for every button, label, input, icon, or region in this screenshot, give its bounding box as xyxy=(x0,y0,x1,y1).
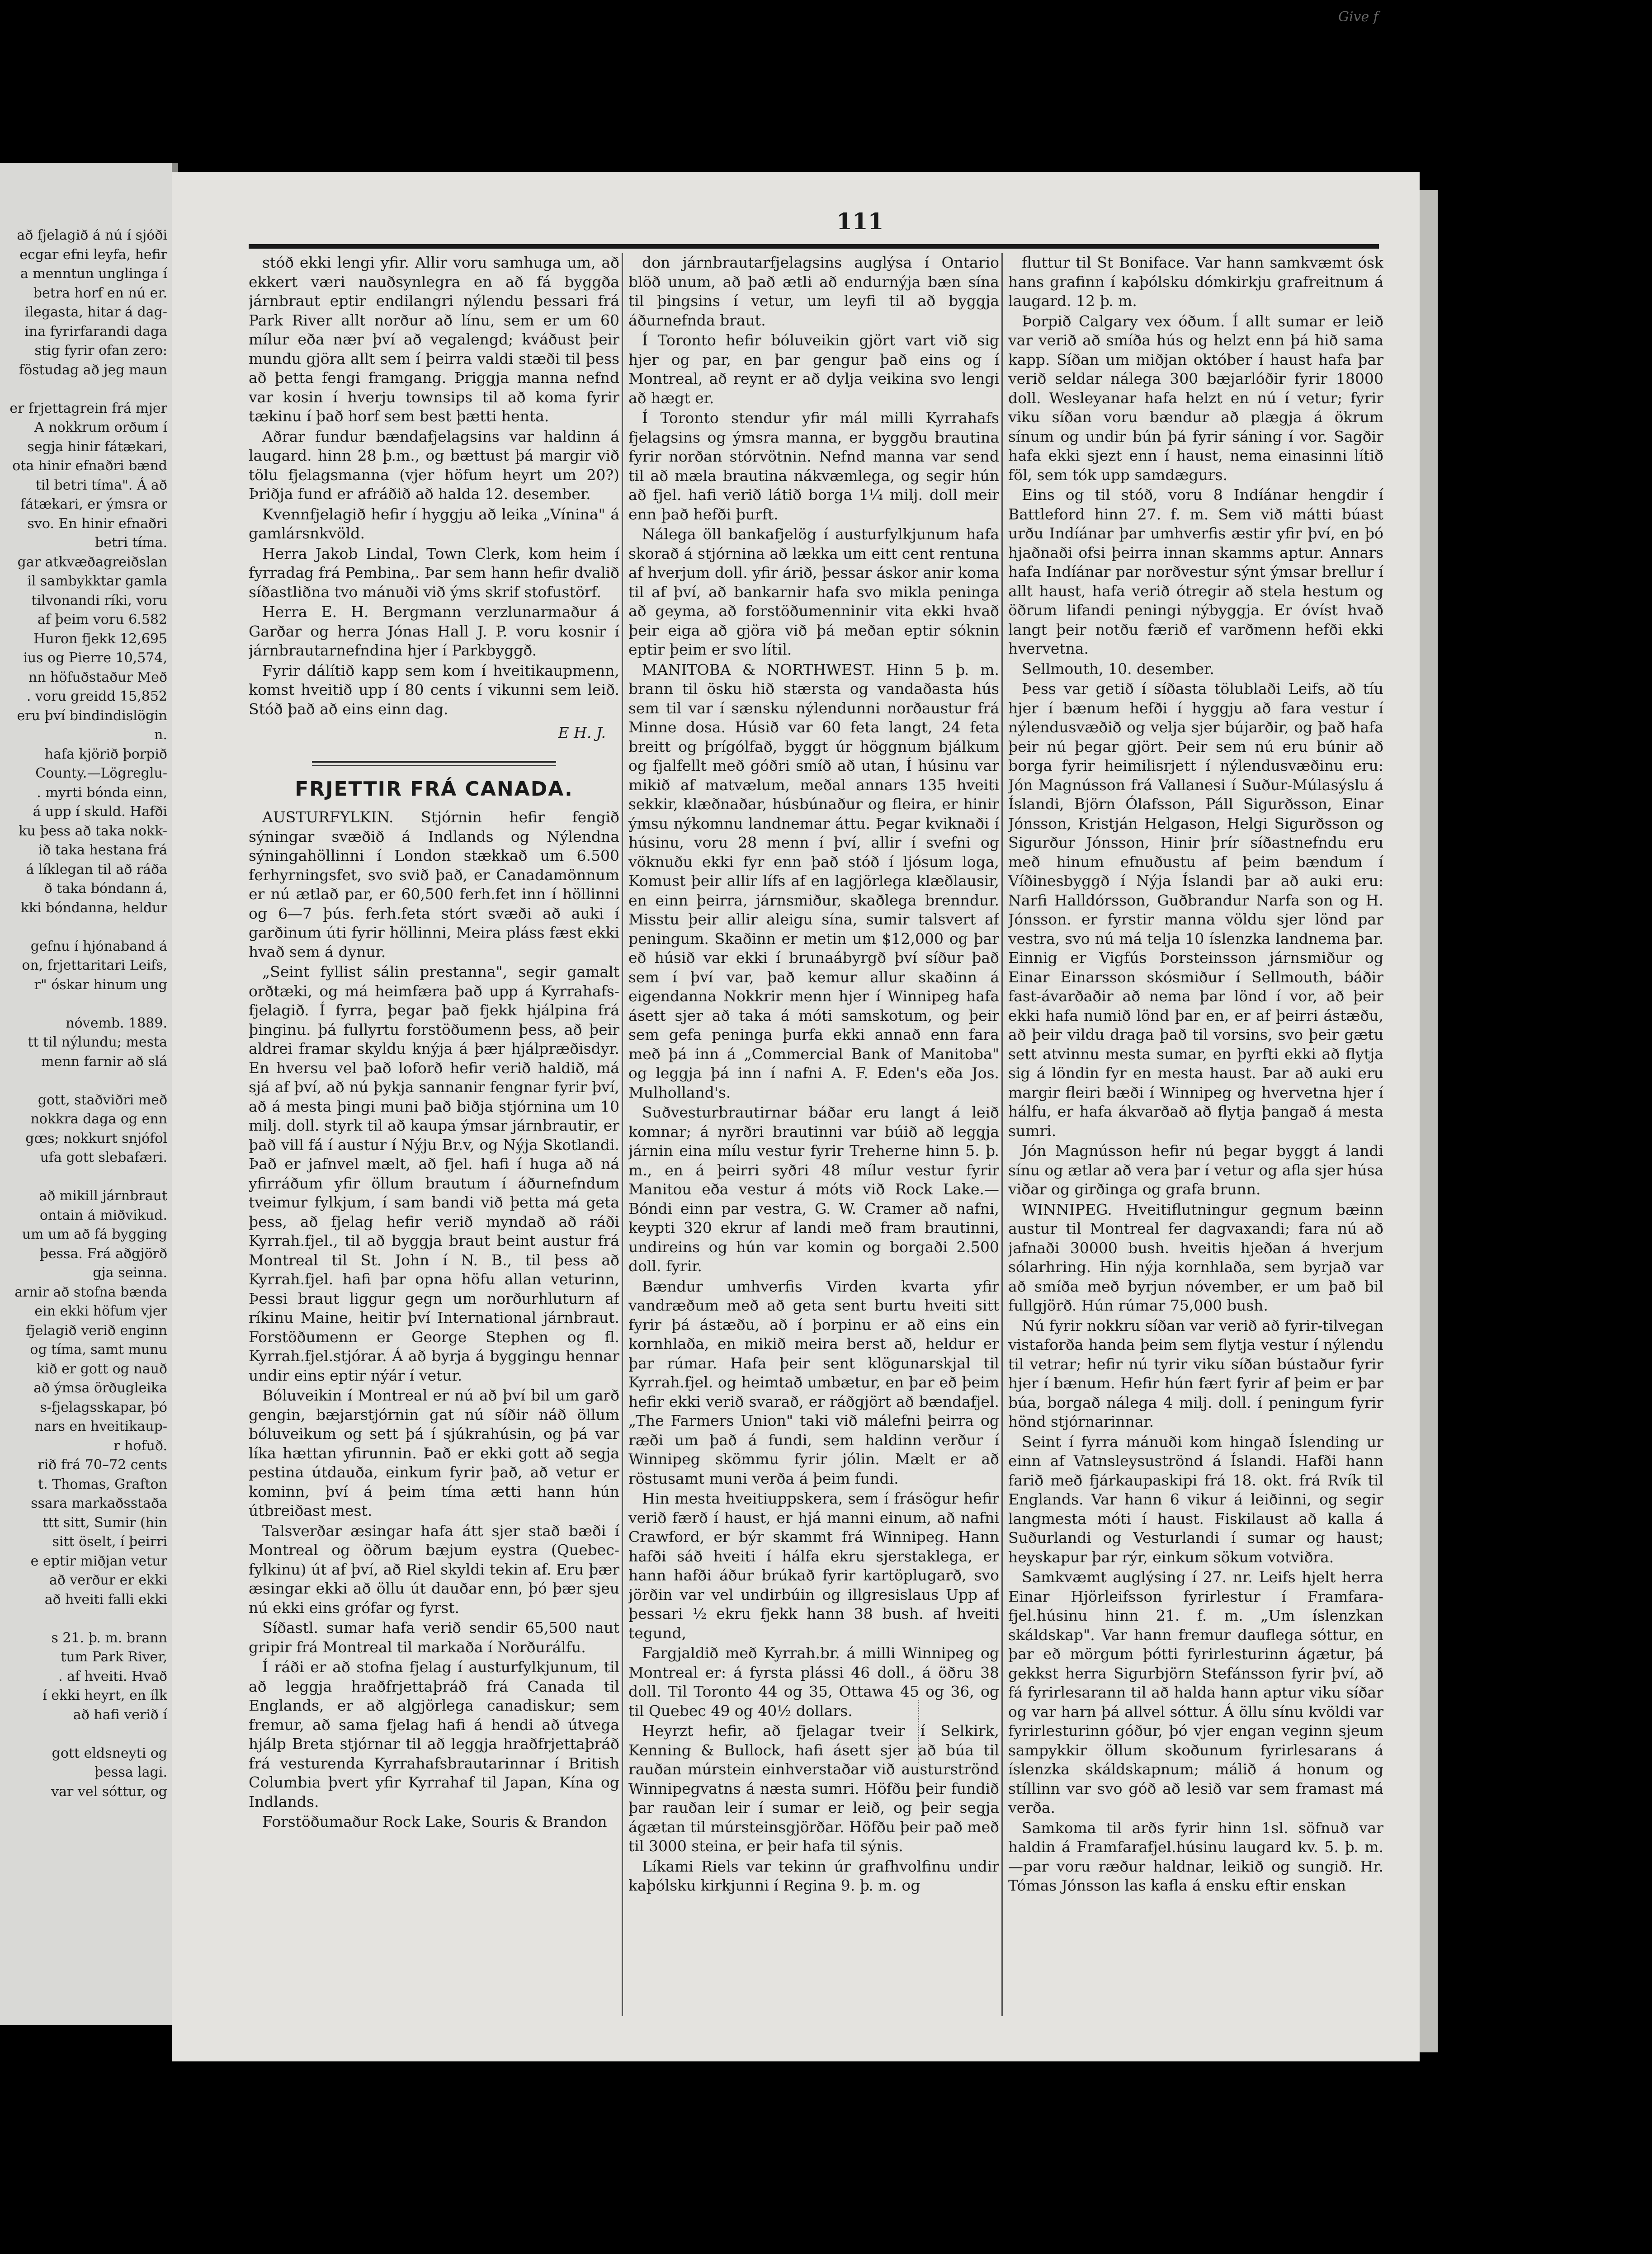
article-paragraph: MANITOBA & NORTHWEST. Hinn 5 þ. m. brann til ösku hið stærsta og vandaðasta hús sem til var í sænsku nýlendunni norðaustur frá Minne dosa. Húsið var 60 feta langt, 24 feta breitt og þrígólfað, byggt úr höggnum bjálkum og fjalfellt með góðri smíð að utan, Í húsinu var mikið af matvælum, meðal annars 135 hveiti sekkir, klæðnaðar, húsbúnaður og fleira, er hinir ýmsu nýkomnu landnemar áttu. Þegar kviknaði í húsinu, voru 28 menn í því, allir í svefni og vöknuðu ekki fyr enn það stóð í ljósum loga, Komust þeir allir lífs af en lagjörlega klæðlausir, en einn þeirra, járnsmiður, skaðlega brenndur. Misstu þeir allir aleigu sína, sumir talsvert af peningum. Skaðinn er metin um $12,000 og þar eð húsið var ekki í brunaábyrgð því síður það sem í því var, það kemur allur skaðinn á eigendanna Nokkrir menn hjer í Winnipeg hafa ásett sjer að taka á móti samskotum, og þeir sem gefa peninga þurfa ekki annað enn fara með þá inn á „Commercial Bank of Manitoba" og leggja þá inn í nafni A. F. Eden's eða Jos. Mulholland's. xyxy=(628,660,999,1101)
article-paragraph: Samkoma til arðs fyrir hinn 1sl. söfnuð var haldin á Framfarafjel.húsinu laugard kv. 5. þ. m.—par voru ræður haldnar, leikið og sungið. Hr. Tómas Jónsson las kafla á ensku eftir enskan xyxy=(1008,1819,1383,1894)
fragment-line: tilvonandi ríki, voru xyxy=(31,592,167,608)
article-paragraph: Sellmouth, 10. desember. xyxy=(1022,660,1214,678)
fragment-line: r" óskar hinum ung xyxy=(34,976,167,993)
article-paragraph: WINNIPEG. Hveitiflutningur gegnum bæinn austur til Montreal fer dagvaxandi; fara nú að jafnaði 30000 bush. hveitis hjeðan á hverjum sólarhring. Hin nýja kornhlaða, sem byrjað var að smíða með byrjun nóvember, er um það bil fullgjörð. Hún rúmar 75,000 bush. xyxy=(1008,1200,1383,1314)
fragment-line: on, frjettaritari Leifs, xyxy=(22,957,167,973)
fragment-line: að hafi verið í xyxy=(73,1707,167,1723)
article-paragraph: Líkami Riels var tekinn úr grafhvolfinu undir kaþólsku kirkjunni í Regina 9. þ. m. og xyxy=(628,1857,999,1894)
fragment-line: . voru greidd 15,852 xyxy=(26,688,167,704)
fragment-line: gott, staðviðri með xyxy=(38,1092,167,1108)
fragment-line xyxy=(0,1725,167,1744)
fragment-line: gœs; nokkurt snjófol xyxy=(25,1130,167,1146)
newspaper-page xyxy=(172,172,1420,2061)
handwritten-note: Give f xyxy=(1338,9,1378,25)
article-paragraph: Þorpið Calgary vex óðum. Í allt sumar er leið var verið að smíða hús og helzt enn þá hið sama kapp. Síðan um miðjan október í haust hafa þar verið seldar nálega 300 bæjarlóðir fyrir 18000 doll. Wesleyanar hafa helzt en nú í vetur; fyrir viku síðan voru bændur að plægja á ökrum sínum og undir bún þá fyrir sáning í vor. Sagðir hafa ekki sjezt enn í haust, nema einasinni lítið föl, sem tók upp samdægurs. xyxy=(1008,312,1383,484)
fragment-line xyxy=(0,995,167,1014)
article-paragraph: Síðastl. sumar hafa verið sendir 65,500 naut gripir frá Montreal til markaða í Norðurálfu. xyxy=(249,1619,619,1656)
fragment-line: eru því bindindislögin xyxy=(17,707,167,724)
fragment-line: ota hinir efnaðri bænd xyxy=(12,458,167,474)
fragment-line: t. Thomas, Grafton xyxy=(38,1476,167,1492)
fragment-line: ð taka bóndann á, xyxy=(44,881,167,896)
fragment-line: á upp í skuld. Hafði xyxy=(33,804,167,820)
fragment-line: ufa gott slebafæri. xyxy=(40,1150,167,1165)
fragment-line: var vel sóttur, og xyxy=(51,1783,167,1800)
fragment-line: er frjettagrein frá mjer xyxy=(9,400,167,416)
fragment-line: betri tíma. xyxy=(94,535,167,551)
article-paragraph: Suðvesturbrautirnar báðar eru langt á leið komnar; á nyrðri brautinni var búið að leggja járnin eina mílu vestur fyrir Treherne hinn 5. þ. m., en á þeirri syðri 48 mílur vestur fyrir Manitou eða vestur á móts við Rock Lake.— Bóndi einn par vestra, G. W. Cramer að nafni, keypti 320 ekrur af landi með fram brautinni, undireins og hún var komin og borgaði 2.500 doll. fyrir. xyxy=(628,1103,999,1275)
column-3 xyxy=(1008,253,1383,2039)
fragment-line: sitt öselt, í þeirri xyxy=(52,1534,167,1550)
article-paragraph: Nú fyrir nokkru síðan var verið að fyrir-tilvegan vistaforða handa þeim sem flytja vestur í nýlendu til vetrar; hefir nú tyrir viku síðan bústaður fyrir hjer í bænum. Hefir hún fært fyrir af þeim er þar búa, borgað nálega 4 milj. doll. í peningum fyrir hönd stjórnarinnar. xyxy=(1008,1316,1383,1430)
article-paragraph: Seint í fyrra mánuði kom hingað Íslending ur einn af Vatnsleysuströnd á Íslandi. Hafði hann farið með fjárkaupaskipi frá 18. okt. frá Rvík til Englands. Var hann 6 vikur á leiðinni, og segir langmesta móti í haust. Fiskilaust að kalla á Suðurlandi og Vesturlandi í sumar og haust; heyskapur þar rýr, einkum sökum votviðra. xyxy=(1008,1433,1383,1566)
fragment-line xyxy=(0,1168,167,1187)
fragment-line: svo. En hinir efnaðri xyxy=(27,515,167,532)
fragment-line: að ýmsa örðugleika xyxy=(33,1380,167,1396)
fragment-line: s 21. þ. m. brann xyxy=(51,1630,167,1646)
margin-mark xyxy=(918,1700,924,1763)
fragment-line: ttt sitt, Sumir (hin xyxy=(42,1514,167,1531)
fragment-line: gott eldsneyti og xyxy=(52,1745,167,1761)
column-1-local-news xyxy=(249,253,619,719)
fragment-line xyxy=(0,918,167,937)
fragment-line: tum Park River, xyxy=(61,1649,167,1665)
fragment-line: r hofuð. xyxy=(113,1438,167,1454)
fragment-line: ið taka hestana frá xyxy=(38,842,167,858)
article-paragraph: Þess var getið í síðasta tölublaði Leifs, að tíu hjer í bænum hefði í hyggju að fara vestur í nýlendusvæðið og velja sjer bújarðir, og það hafa þeir nú þegar gjört. Þeir sem nú eru búnir að borga fyrir heimilisrjett í nýlendusvæðinu eru: Jón Magnússon frá Vallanesi í Suður-Múlasýslu á Íslandi, Björn Ólafsson, Páll Sigurðsson, Einar Jónsson, Kristján Helgason, Helgi Sigurðsson og Sigurður Jónsson, Hinir þrír síðastnefndu eru með hinum efnuðustu af þeim bændum í Víðinesbyggð í Nýja Íslandi þar að auki eru: Narfi Halldórsson, Guðbrandur Narfa son og H. Jónsson. er fyrstir manna völdu sjer lönd par vestra, svo nú má telja 10 íslenzka landnema þar. Einnig er Vigfús Þorsteinsson járnsmiður og Einar Einarsson skósmiður í Sellmouth, báðir fast-ávarðaðir að nema þar lönd í vor, að þeir ekki hafa numið lönd þar en, er af þeirri ástæðu, að þeir vildu draga það til vorsins, svo þeir gætu sett atvinnu mesta sumar, en þyrfti ekki að flytja sig á löndin fyr en mesta haust. Þar að auki eru margir fleiri bæði í Winnipeg og hvervetna hjer í hálfu, er hafa ákvarðað að flytja þangað á mesta sumri. xyxy=(1008,680,1383,1140)
fragment-line: um um að fá bygging xyxy=(22,1226,167,1242)
section-headline: FRJETTIR FRÁ CANADA. xyxy=(295,777,573,801)
fragment-line: betra horf en nú er. xyxy=(33,285,167,301)
fragment-line: föstudag að jeg maun xyxy=(19,362,167,378)
fragment-line: að hveiti falli ekki xyxy=(44,1591,167,1608)
article-paragraph: Fyrir dálítið kapp sem kom í hveitikaupmenn, komst hveitið upp í 80 cents í vikunni sem leið. Stóð það að eins einn dag. xyxy=(249,661,619,718)
fragment-line: Huron fjekk 12,695 xyxy=(33,631,167,647)
article-paragraph: Kvennfjelagið hefir í hyggju að leika „Vínina" á gamlársnkvöld. xyxy=(249,505,619,542)
article-paragraph: AUSTURFYLKIN. Stjórnin hefir fengið sýningar svæðið á Indlands og Nýlendna sýningahöllinni í London stækkað um 6.500 ferhyrningsfet, svo svið það, er Canadamönnum er nú ætlað par, er 60,500 ferh.fet inn í höllinni og 6—7 þús. ferh.feta stórt svæði að auki í garðinum úti fyrir höllinni, Meira pláss fæst ekki hvað sem á dynur. xyxy=(249,808,619,961)
article-paragraph: Jón Magnússon hefir nú þegar byggt á landi sínu og ætlar að vera þar í vetur og afla sjer húsa viðar og girðinga og grafa brunn. xyxy=(1008,1142,1383,1198)
fragment-line xyxy=(0,1609,167,1629)
page-header xyxy=(249,208,1379,249)
column-rule xyxy=(622,253,623,2016)
fragment-line: A nokkrum orðum í xyxy=(34,420,167,435)
fragment-line: hafa kjörið þorpið xyxy=(44,746,167,762)
fragment-line: n. xyxy=(154,727,167,743)
fragment-line: að mikill járnbraut xyxy=(39,1188,167,1204)
article-paragraph: Heyrzt hefir, að fjelagar tveir í Selkirk, Kenning & Bullock, hafi ásett sjer að búa til rauðan múrstein einhverstaðar við austurströnd Winnipegvatns á næsta sumri. Höfðu þeir fundið þar rauðan leir í sumar er leið, og þeir segja ágætan til múrsteinsgjörðar. Höfðu þeir pað með til 3000 steina, er þeir hafa til sýnis. xyxy=(628,1722,999,1855)
fragment-line: ecgar efni leyfa, hefir xyxy=(19,246,167,263)
column-1 xyxy=(249,253,619,2039)
fragment-line: í ekki heyrt, en ílk xyxy=(42,1688,167,1703)
article-paragraph: Forstöðumaður Rock Lake, Souris & Brandon xyxy=(262,1813,607,1830)
fragment-line: il sambykktar gamla xyxy=(27,573,167,589)
fragment-line: stig fyrir ofan zero: xyxy=(34,343,167,358)
fragment-line: menn farnir að slá xyxy=(41,1053,167,1070)
fragment-line xyxy=(0,380,167,399)
article-paragraph: Herra E. H. Bergmann verzlunarmaður á Garðar og herra Jónas Hall J. P. voru kosnir í járnbrautarnefndina hjer í Parkbyggð. xyxy=(249,603,619,659)
fragment-line: gja seinna. xyxy=(93,1265,167,1281)
fragment-line: nn höfuðstaður Með xyxy=(28,669,167,685)
fragment-line: ku þess að taka nokk- xyxy=(19,823,167,839)
page-edge xyxy=(1420,190,1438,2052)
article-paragraph: Bóluveikin í Montreal er nú að því bil um garð gengin, bæjarstjórnin gat nú síðir náð öllum bóluveikum og sett þá í sjúkrahúsin, og þá var líka hættan yfirunnin. Það er ekki gott að segja pestina útdauða, einkum fyrir það, að vetur er kominn, því á þeim tíma ætti hann hún útbreiðast mest. xyxy=(249,1386,619,1519)
article-paragraph: don járnbrautarfjelagsins auglýsa í Ontario blöð unum, að það ætli að endurnýja bæn sína til þingsins í vetur, um leyfi til að byggja áðurnefnda braut. xyxy=(628,254,999,329)
fragment-line: fjelagið verið enginn xyxy=(26,1322,167,1339)
fragment-line: gefnu í hjónaband á xyxy=(30,938,167,954)
fragment-line: s-fjelagsskapar, þó xyxy=(40,1399,167,1415)
article-paragraph: Samkvæmt auglýsing í 27. nr. Leifs hjelt herra Einar Hjörleifsson fyrirlestur í Framfara-fjel.húsinu hinn 21. f. m. „Um íslenzkan skáldskap". Var hann fremur dauflega sóttur, en þar eð mörgum þótti fyrirlesturinn ágætur, þá gekkst herra Sigurbjörn Stefánsson fyrir því, að fá fyrirlesarann til að halda hann aptur viku síðar og var harn þá allvel sóttur. Á öllu sínu kvöldi var fyrirlesturinn góður, þó vjer engan veginn sjeum sampykkir öllum skoðunum fyrirlesarans á íslenzka skáldskapnum; málið á honum og stíllinn var svo góð að lesið var sem framast má verða. xyxy=(1008,1568,1383,1816)
article-paragraph: fluttur til St Boniface. Var hann samkvæmt ósk hans grafinn í kaþólsku dómkirkju grafreitnum á laugard. 12 þ. m. xyxy=(1008,254,1383,310)
fragment-line: kið er gott og nauð xyxy=(36,1361,167,1377)
fragment-line: kki bóndanna, heldur xyxy=(20,900,167,916)
article-paragraph: Eins og til stóð, voru 8 Indíánar hengdir í Battleford hinn 27. f. m. Sem við mátti búast urðu Indíánar þar umhverfis æstir yfir því, en þó hjaðnaði ofsi þeirra innan skamms aptur. Annars hafa Indíánar par norðvestur sýnt ýmsar brellur í allt haust, hafa verið ótregir að stela hestum og öðrum lifandi peningi nýbyggja. Er óvíst hvað langt þeir notðu færið ef varðmenn hefði ekki hvervetna. xyxy=(1008,486,1383,657)
fragment-line: þessa lagi. xyxy=(94,1764,167,1780)
fragment-line: . af hveiti. Hvað xyxy=(58,1668,167,1684)
article-paragraph: Í ráði er að stofna fjelag í austurfylkjunum, til að leggja hraðfrjettaþráð frá Canada til Englands, er að algjörlega canadiskur; sem fremur, að sama fjelag hafi á hendi að útvega hjálp Breta stjórnar til að leggja hraðfrjettaþráð frá vesturenda Kyrrahafsbrautarinnar í British Columbia þvert yfir Kyrrahaf til Japan, Kína og Indlands. xyxy=(249,1658,619,1811)
fragment-line: segja hinir fátækari, xyxy=(27,439,167,455)
fragment-line: nóvemb. 1889. xyxy=(66,1015,167,1031)
fragment-line: ontain á miðvikud. xyxy=(39,1207,167,1223)
column-1-canada-news xyxy=(249,808,619,1832)
article-paragraph: Fargjaldið með Kyrrah.br. á milli Winnipeg og Montreal er: á fyrsta plássi 46 doll., á öðru 38 doll. Til Toronto 44 og 35, Ottawa 45 og 36, og til Quebec 49 og 40½ dollars. xyxy=(628,1644,999,1720)
fragment-line xyxy=(0,1071,167,1091)
article-paragraph: Í Toronto stendur yfir mál milli Kyrrahafs fjelagsins og ýmsra manna, er byggðu brautina fyrir norðan stórvötnin. Nefnd manna var send til að mæla brautina nákvæmlega, og segir hún að fjel. hafi verið látið borga 1¼ milj. doll meir enn það hefði þurft. xyxy=(628,409,999,523)
fragment-line: ina fyrirfarandi daga xyxy=(24,323,167,340)
fragment-line: fátækari, er ýmsra or xyxy=(20,496,167,512)
page-number: 111 xyxy=(836,208,884,235)
fragment-line: ssara markaðsstaða xyxy=(31,1495,167,1511)
fragment-line: þessa. Frá aðgjörð xyxy=(39,1245,167,1262)
article-paragraph: Bændur umhverfis Virden kvarta yfir vandræðum með að geta sent burtu hveiti sitt fyrir þá ástæðu, að í þorpinu er að eins ein kornhlaða, en mikið meira berst að, heldur er þar rúmar. Hafa þeir sent klögunarskjal til Kyrrah.fjel. og heimtað umbætur, en þar eð þeim hefir ekki verið svarað, er ráðgjört að bændafjel. „The Farmers Union" taki við málefni þeirra og ræði um það á fundi, sem haldinn verður í Winnipeg skömmu fyrir jólin. Mælt er að röstusamt muni verða á þeim fundi. xyxy=(628,1277,999,1487)
fragment-line: til betri tíma". Á að xyxy=(35,477,167,493)
article-paragraph: Talsverðar æsingar hafa átt sjer stað bæði í Montreal og öðrum bæjum eystra (Quebec-fylkinu) út af því, að Riel skyldi tekin af. Eru þær æsingar ekki að öllu út dauðar enn, þó þær sjeu nú ekki eins grófar og fyrst. xyxy=(249,1522,619,1617)
fragment-line: tt til nýlundu; mesta xyxy=(28,1034,167,1050)
fragment-line: ein ekki höfum vjer xyxy=(34,1303,167,1319)
fragment-line: nars en hveitikaup- xyxy=(34,1419,167,1434)
article-paragraph: Nálega öll bankafjelög í austurfylkjunum hafa skorað á stjórnina að lækka um eitt cent rentuna af hverjum doll. yfir árið, þessar áskor anir koma til af því, að bankarnir hafa svo mikla peninga að geyma, að forstöðumenninir vita ekki hvað þeir eiga að gjöra við þá meðan eptir sóknin eptir þeim er svo lítil. xyxy=(628,525,999,658)
article-paragraph: „Seint fyllist sálin prestanna", segir gamalt orðtæki, og má heimfæra það upp á Kyrrahafs-fjelagið. Í fyrra, þegar það fjekk hjálpina frá þinginu. þá fullyrtu forstöðumenn þess, að þeir aldrei framar skyldu knýja á þær hjálpræðisdyr. En hversu vel það loforð hefir verið haldið, má sjá af því, að nú þykja sannanir fengnar fyrir því, að á mesta þingi muni það biðja stjórnina um 10 milj. doll. styrk til að kaupa ýmsar járnbrautir, er það vill fá í austur í Nýju Br.v, og Nýja Skotlandi. Það er jafnvel mælt, að fjel. hafi í huga að ná yfirráðum yfir öllum brautum í áðurnefndum tveimur fylkjum, í sam bandi við þetta má geta þess, að fjelag hefir verið myndað að ráði Kyrrah.fjel., til að byggja braut beint austur frá Montreal til St. John í N. B., til þess að Kyrrah.fjel. hafi þar opna höfu allan veturinn, Þessi braut liggur gegn um norðurhluturn af ríkinu Maine, heitir því International járnbraut. Forstöðumenn er George Stephen og fl. Kyrrah.fjel.stjórar. Á að byrja á byggingu hennar undir eins eptir nýár í vetur. xyxy=(249,963,619,1384)
article-paragraph: Í Toronto hefir bóluveikin gjört vart við sig hjer og par, en þar gengur það eins og í Montreal, að reynt er að dylja veikina svo lengi að hægt er. xyxy=(628,331,999,407)
fragment-line: County.—Lögreglu- xyxy=(35,765,167,781)
fragment-line: arnir að stofna bænda xyxy=(14,1284,167,1300)
fragment-line: að verður er ekki xyxy=(49,1572,167,1588)
fragment-line: af þeim voru 6.582 xyxy=(37,612,167,627)
article-paragraph: Herra Jakob Lindal, Town Clerk, kom heim í fyrradag frá Pembina,. Þar sem hann hefir dvalið síðastliðna tvo mánuði við ýms skrif stofustörf. xyxy=(249,544,619,601)
fragment-line: ilegasta, hitar á dag- xyxy=(24,304,167,320)
column-2 xyxy=(628,253,999,2039)
section-divider xyxy=(312,761,556,766)
fragment-line: rið frá 70–72 cents xyxy=(38,1457,167,1473)
fragment-line: a menntun unglinga í xyxy=(20,266,167,282)
adjacent-page-fragment xyxy=(0,163,172,2025)
fragment-line: ius og Pierre 10,574, xyxy=(23,650,167,666)
fragment-line: gar atkvæðagreiðslan xyxy=(17,554,167,570)
fragment-line: að fjelagið á nú í sjóði xyxy=(17,227,167,243)
article-paragraph: Hin mesta hveitiuppskera, sem í frásögur hefir verið færð í haust, er hjá manni einum, að nafni Crawford, er býr skammt frá Winnipeg. Hann hafði sáð hveiti í hálfa ekru sjerstaklega, er hann hafði áður brúkað fyrir kartöplugarð, svo jörðin var vel undirbúin og illgresislaus Upp af þessari ½ ekru fjekk hann 38 bush. af hveiti tegund, xyxy=(628,1490,999,1642)
fragment-line: nokkra daga og enn xyxy=(30,1111,167,1127)
fragment-line: . myrti bónda einn, xyxy=(37,784,167,801)
article-paragraph: stóð ekki lengi yfir. Allir voru samhuga um, að ekkert væri nauðsynlegra en að fá byggða járnbraut eptir endilangri nýlendu þessari frá Park River allt norður að línu, sem er um 60 mílur eða nær því að vegalengd; kváðust þeir mundu gjöra allt sem í þeirra valdi stæði til þess að þetta fengi framgang. Þriggja manna nefnd var kosin í hverju townsips til að koma fyrir tækinu í það horf sem best þætti henta. xyxy=(249,254,619,425)
signature: E H. J. xyxy=(558,724,606,741)
column-rule xyxy=(1001,253,1003,2016)
fragment-line: e eptir miðjan vetur xyxy=(30,1553,167,1569)
adjacent-page-text xyxy=(0,226,167,1801)
fragment-line: á líklegan til að ráða xyxy=(26,861,167,877)
fragment-line: og tíma, samt munu xyxy=(30,1342,167,1358)
article-paragraph: Aðrar fundur bændafjelagsins var haldinn á laugard. hinn 28 þ.m., og bættust þá margir við tölu fjelagsmanna (vjer höfum heyrt um 20?) Þriðja fund er afráðið að halda 12. desember. xyxy=(249,427,619,503)
